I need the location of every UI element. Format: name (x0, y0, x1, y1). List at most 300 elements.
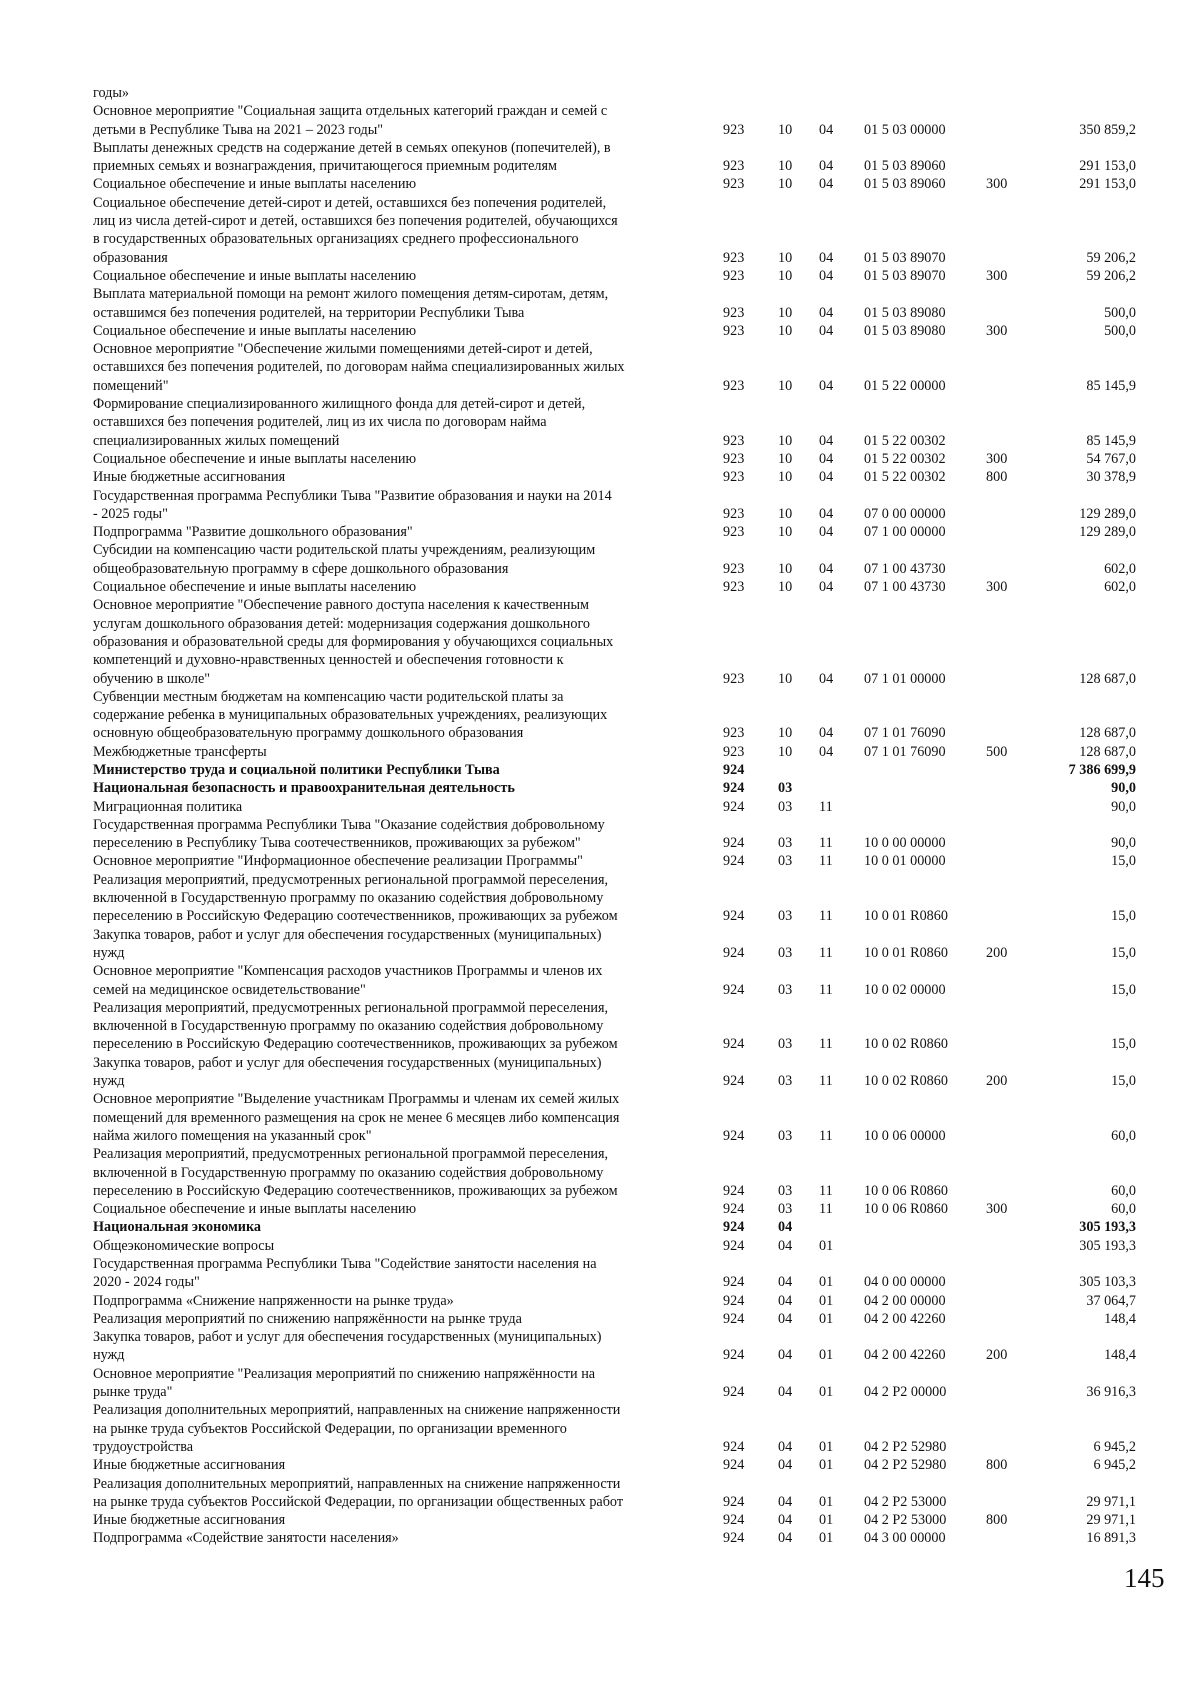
grbs-code-cell (723, 596, 778, 687)
row-name-line: Подпрограмма "Развитие дошкольного образования" (93, 524, 413, 541)
row-name (93, 743, 723, 761)
target-article-code-cell (864, 450, 986, 468)
row-name (93, 816, 723, 853)
target-article-code-cell (864, 1200, 986, 1218)
subsection-code: 04 (819, 579, 834, 596)
target-article-code-cell (864, 340, 986, 395)
grbs-code: 924 (723, 908, 745, 925)
target-article-code: 04 2 00 00000 (864, 1292, 946, 1309)
section-code: 10 (778, 322, 793, 339)
grbs-code-cell (723, 761, 778, 779)
grbs-code: 923 (723, 158, 745, 175)
row-name-line: Выплаты денежных средств на содержание детей в семьях опекунов (попечителей), в (93, 139, 611, 156)
row-name (93, 450, 723, 468)
row-name-line: Социальное обеспечение и иные выплаты населению (93, 450, 417, 467)
section-code: 04 (778, 1292, 793, 1309)
row-name (93, 285, 723, 322)
target-article-code: 10 0 01 00000 (864, 853, 946, 870)
grbs-code-cell (723, 688, 778, 743)
section-code-cell (778, 1054, 819, 1091)
amount: 29 971,1 (1086, 1512, 1136, 1529)
row-name (93, 798, 723, 816)
expense-type-code-cell (986, 761, 1036, 779)
target-article-code-cell (864, 523, 986, 541)
grbs-code: 923 (723, 579, 745, 596)
section-code: 03 (778, 981, 793, 998)
row-name-line: Субсидии на компенсацию части родительской платы учреждениям, реализующим (93, 542, 596, 559)
row-name-line: Социальное обеспечение и иные выплаты населению (93, 1201, 417, 1218)
section-code: 10 (778, 450, 793, 467)
amount: 129 289,0 (1079, 505, 1136, 522)
subsection-code-cell (819, 395, 864, 450)
subsection-code-cell (819, 1401, 864, 1456)
table-row (93, 84, 1143, 102)
row-name-line: оставшихся без попечения родителей, лиц из их числа по договорам найма (93, 414, 547, 431)
row-name-line: оставшихся без попечения родителей, по договорам найма специализированных жилых (93, 359, 625, 376)
row-name-line: - 2025 годы" (93, 505, 168, 522)
table-row (93, 194, 1143, 267)
expense-type-code-cell (986, 267, 1036, 285)
subsection-code: 04 (819, 304, 834, 321)
table-row (93, 1511, 1143, 1529)
amount-cell (1036, 779, 1136, 797)
subsection-code: 11 (819, 1182, 833, 1199)
row-name-line: Национальная экономика (93, 1219, 262, 1236)
row-name (93, 1292, 723, 1310)
row-name-line: Национальная безопасность и правоохранительная деятельность (93, 780, 515, 797)
subsection-code-cell (819, 1292, 864, 1310)
grbs-code: 923 (723, 121, 745, 138)
row-name (93, 1200, 723, 1218)
expense-type-code-cell (986, 322, 1036, 340)
row-name (93, 1054, 723, 1091)
grbs-code-cell (723, 267, 778, 285)
section-code-cell (778, 487, 819, 524)
row-name (93, 1145, 723, 1200)
subsection-code-cell (819, 340, 864, 395)
grbs-code-cell (723, 962, 778, 999)
row-name-line: включенной в Государственную программу по оказанию содействия добровольному (93, 1018, 604, 1035)
expense-type-code-cell (986, 596, 1036, 687)
grbs-code: 924 (723, 798, 745, 815)
table-row (93, 541, 1143, 578)
amount-cell (1036, 999, 1136, 1054)
amount: 90,0 (1111, 798, 1136, 815)
section-code-cell (778, 779, 819, 797)
table-row (93, 322, 1143, 340)
row-name-line: услугам дошкольного образования детей: модернизация содержания дошкольного (93, 615, 591, 632)
expense-type-code-cell (986, 1218, 1036, 1236)
row-name (93, 962, 723, 999)
amount: 15,0 (1111, 1073, 1136, 1090)
target-article-code: 04 3 00 00000 (864, 1530, 946, 1547)
subsection-code-cell (819, 1145, 864, 1200)
expense-type-code: 300 (986, 267, 1008, 284)
target-article-code: 07 1 01 76090 (864, 725, 946, 742)
row-name-line: трудоустройства (93, 1438, 194, 1455)
row-name (93, 779, 723, 797)
target-article-code-cell (864, 596, 986, 687)
section-code: 10 (778, 304, 793, 321)
amount-cell (1036, 468, 1136, 486)
row-name-line: Основное мероприятие "Компенсация расходов участников Программы и членов их (93, 963, 603, 980)
row-name-line: 2020 - 2024 годы" (93, 1274, 200, 1291)
grbs-code: 924 (723, 981, 745, 998)
expense-type-code-cell (986, 926, 1036, 963)
amount-cell (1036, 340, 1136, 395)
expense-type-code: 300 (986, 579, 1008, 596)
section-code: 04 (778, 1384, 793, 1401)
table-row (93, 468, 1143, 486)
amount-cell (1036, 1401, 1136, 1456)
row-name-line: образования и образовательной среды для формирования у обучающихся социальных (93, 633, 614, 650)
target-article-code-cell (864, 1310, 986, 1328)
target-article-code: 10 0 02 R0860 (864, 1036, 948, 1053)
expense-type-code: 200 (986, 944, 1008, 961)
target-article-code: 10 0 06 R0860 (864, 1201, 948, 1218)
target-article-code-cell (864, 578, 986, 596)
target-article-code: 01 5 03 89070 (864, 267, 946, 284)
subsection-code: 11 (819, 1201, 833, 1218)
row-name (93, 395, 723, 450)
subsection-code-cell (819, 596, 864, 687)
grbs-code: 924 (723, 1201, 745, 1218)
row-name (93, 926, 723, 963)
target-article-code-cell (864, 1145, 986, 1200)
expense-type-code: 500 (986, 743, 1008, 760)
grbs-code-cell (723, 743, 778, 761)
subsection-code-cell (819, 194, 864, 267)
grbs-code: 923 (723, 304, 745, 321)
subsection-code: 01 (819, 1530, 834, 1547)
expense-type-code-cell (986, 285, 1036, 322)
grbs-code-cell (723, 1255, 778, 1292)
subsection-code-cell (819, 175, 864, 193)
amount-cell (1036, 926, 1136, 963)
grbs-code: 924 (723, 1073, 745, 1090)
subsection-code: 11 (819, 853, 833, 870)
expense-type-code-cell (986, 395, 1036, 450)
amount-cell (1036, 962, 1136, 999)
expense-type-code-cell (986, 1328, 1036, 1365)
row-name-line: Основное мероприятие "Обеспечение жилыми помещениями детей-сирот и детей, (93, 341, 593, 358)
subsection-code-cell (819, 688, 864, 743)
amount-cell (1036, 761, 1136, 779)
target-article-code-cell (864, 743, 986, 761)
row-name-line: детьми в Республике Тыва на 2021 – 2023 годы" (93, 121, 384, 138)
section-code-cell (778, 450, 819, 468)
section-code-cell (778, 1401, 819, 1456)
expense-type-code-cell (986, 578, 1036, 596)
subsection-code-cell (819, 1200, 864, 1218)
amount: 148,4 (1104, 1347, 1136, 1364)
subsection-code-cell (819, 761, 864, 779)
amount: 16 891,3 (1086, 1530, 1136, 1547)
row-name-line: Основное мероприятие "Обеспечение равного доступа населения к качественным (93, 597, 589, 614)
grbs-code: 923 (723, 450, 745, 467)
section-code: 03 (778, 1201, 793, 1218)
expense-type-code-cell (986, 852, 1036, 870)
section-code-cell (778, 523, 819, 541)
row-name-line: рынке труда" (93, 1384, 173, 1401)
section-code: 10 (778, 249, 793, 266)
row-name-line: помещений для временного размещения на срок не менее 6 месяцев либо компенсация (93, 1109, 620, 1126)
subsection-code-cell (819, 1090, 864, 1145)
row-name-line: компетенций и духовно-нравственных ценностей и обеспечения готовности к (93, 652, 564, 669)
table-row (93, 688, 1143, 743)
subsection-code-cell (819, 852, 864, 870)
table-row (93, 596, 1143, 687)
row-name (93, 1328, 723, 1365)
expense-type-code-cell (986, 1310, 1036, 1328)
row-name-line: нужд (93, 1347, 125, 1364)
row-name-line: лиц из числа детей-сирот и детей, оставшихся без попечения родителей, обучающихся (93, 213, 618, 230)
section-code-cell (778, 798, 819, 816)
grbs-code: 924 (723, 1347, 745, 1364)
amount-cell (1036, 1456, 1136, 1474)
row-name (93, 194, 723, 267)
row-name-line: содержание ребенка в муниципальных образовательных учреждениях, реализующих (93, 707, 608, 724)
section-code-cell (778, 1218, 819, 1236)
subsection-code: 01 (819, 1512, 834, 1529)
amount: 129 289,0 (1079, 524, 1136, 541)
section-code: 10 (778, 560, 793, 577)
row-name-line: обучению в школе" (93, 670, 211, 687)
row-name (93, 871, 723, 926)
row-name (93, 1401, 723, 1456)
subsection-code: 04 (819, 322, 834, 339)
expense-type-code-cell (986, 1200, 1036, 1218)
table-row (93, 102, 1143, 139)
grbs-code-cell (723, 468, 778, 486)
table-row (93, 139, 1143, 176)
target-article-code: 07 1 01 00000 (864, 670, 946, 687)
grbs-code-cell (723, 139, 778, 176)
grbs-code-cell (723, 1365, 778, 1402)
table-row (93, 267, 1143, 285)
section-code-cell (778, 1456, 819, 1474)
section-code: 03 (778, 780, 793, 797)
target-article-code: 10 0 06 R0860 (864, 1182, 948, 1199)
row-name-line: на рынке труда субъектов Российской Федерации, по организации общественных работ (93, 1493, 624, 1510)
table-row (93, 871, 1143, 926)
grbs-code: 924 (723, 1384, 745, 1401)
grbs-code: 923 (723, 249, 745, 266)
subsection-code: 01 (819, 1274, 834, 1291)
target-article-code: 04 2 P2 00000 (864, 1384, 947, 1401)
amount: 60,0 (1111, 1127, 1136, 1144)
subsection-code: 01 (819, 1457, 834, 1474)
row-name (93, 1218, 723, 1236)
expense-type-code-cell (986, 871, 1036, 926)
expense-type-code-cell (986, 1090, 1036, 1145)
subsection-code: 04 (819, 450, 834, 467)
target-article-code: 10 0 01 R0860 (864, 908, 948, 925)
row-name-line: Закупка товаров, работ и услуг для обеспечения государственных (муниципальных) (93, 1054, 602, 1071)
section-code-cell (778, 852, 819, 870)
row-name-line: Реализация мероприятий, предусмотренных региональной программой переселения, (93, 1146, 609, 1163)
row-name (93, 468, 723, 486)
grbs-code-cell (723, 798, 778, 816)
subsection-code: 11 (819, 798, 833, 815)
section-code-cell (778, 962, 819, 999)
target-article-code-cell (864, 267, 986, 285)
table-row (93, 761, 1143, 779)
subsection-code: 04 (819, 121, 834, 138)
grbs-code: 923 (723, 725, 745, 742)
target-article-code: 01 5 03 89070 (864, 249, 946, 266)
table-row (93, 999, 1143, 1054)
subsection-code: 11 (819, 981, 833, 998)
section-code: 03 (778, 853, 793, 870)
row-name (93, 1456, 723, 1474)
expense-type-code-cell (986, 1511, 1036, 1529)
amount-cell (1036, 487, 1136, 524)
section-code: 03 (778, 944, 793, 961)
expense-type-code-cell (986, 468, 1036, 486)
section-code: 10 (778, 579, 793, 596)
section-code-cell (778, 926, 819, 963)
grbs-code: 924 (723, 1237, 745, 1254)
row-name-line: Формирование специализированного жилищного фонда для детей-сирот и детей, (93, 396, 586, 413)
amount: 29 971,1 (1086, 1493, 1136, 1510)
row-name-line: Социальное обеспечение детей-сирот и детей, оставшихся без попечения родителей, (93, 194, 607, 211)
amount-cell (1036, 523, 1136, 541)
row-name-line: Иные бюджетные ассигнования (93, 469, 286, 486)
grbs-code-cell (723, 578, 778, 596)
grbs-code-cell (723, 175, 778, 193)
table-row (93, 962, 1143, 999)
subsection-code-cell (819, 1475, 864, 1512)
target-article-code-cell (864, 102, 986, 139)
row-name (93, 322, 723, 340)
amount: 602,0 (1104, 579, 1136, 596)
expense-type-code: 200 (986, 1347, 1008, 1364)
subsection-code: 11 (819, 835, 833, 852)
section-code-cell (778, 541, 819, 578)
amount: 90,0 (1111, 780, 1136, 797)
grbs-code-cell (723, 779, 778, 797)
amount: 54 767,0 (1086, 450, 1136, 467)
target-article-code: 10 0 06 00000 (864, 1127, 946, 1144)
row-name (93, 688, 723, 743)
amount: 37 064,7 (1086, 1292, 1136, 1309)
amount-cell (1036, 84, 1136, 102)
section-code: 03 (778, 1036, 793, 1053)
row-name-line: образования (93, 249, 168, 266)
subsection-code-cell (819, 962, 864, 999)
subsection-code-cell (819, 1511, 864, 1529)
section-code: 10 (778, 176, 793, 193)
row-name-line: Иные бюджетные ассигнования (93, 1512, 286, 1529)
target-article-code: 04 2 P2 53000 (864, 1512, 947, 1529)
subsection-code: 04 (819, 560, 834, 577)
section-code-cell (778, 1511, 819, 1529)
section-code: 10 (778, 469, 793, 486)
section-code: 04 (778, 1347, 793, 1364)
row-name-line: Государственная программа Республики Тыва "Оказание содействия добровольному (93, 816, 605, 833)
subsection-code-cell (819, 999, 864, 1054)
section-code: 03 (778, 835, 793, 852)
target-article-code-cell (864, 926, 986, 963)
section-code: 04 (778, 1274, 793, 1291)
grbs-code-cell (723, 1310, 778, 1328)
amount: 59 206,2 (1086, 267, 1136, 284)
subsection-code-cell (819, 523, 864, 541)
subsection-code-cell (819, 468, 864, 486)
row-name-line: Субвенции местным бюджетам на компенсацию части родительской платы за (93, 688, 564, 705)
section-code: 03 (778, 1073, 793, 1090)
row-name-line: основную общеобразовательную программу дошкольного образования (93, 725, 524, 742)
target-article-code-cell (864, 999, 986, 1054)
subsection-code-cell (819, 285, 864, 322)
table-row (93, 1475, 1143, 1512)
table-row (93, 798, 1143, 816)
section-code-cell (778, 999, 819, 1054)
subsection-code-cell (819, 1328, 864, 1365)
target-article-code-cell (864, 1328, 986, 1365)
table-row (93, 1237, 1143, 1255)
row-name-line: общеобразовательную программу в сфере дошкольного образования (93, 560, 509, 577)
section-code: 10 (778, 121, 793, 138)
amount: 85 145,9 (1086, 377, 1136, 394)
amount-cell (1036, 1090, 1136, 1145)
grbs-code-cell (723, 852, 778, 870)
grbs-code-cell (723, 1511, 778, 1529)
subsection-code-cell (819, 450, 864, 468)
expense-type-code-cell (986, 1401, 1036, 1456)
subsection-code-cell (819, 871, 864, 926)
amount: 500,0 (1104, 304, 1136, 321)
row-name-line: Государственная программа Республики Тыва "Развитие образования и науки на 2014 (93, 487, 612, 504)
target-article-code: 04 2 P2 52980 (864, 1438, 947, 1455)
row-name (93, 523, 723, 541)
target-article-code-cell (864, 1255, 986, 1292)
table-row (93, 1292, 1143, 1310)
table-row (93, 1090, 1143, 1145)
expense-type-code-cell (986, 1054, 1036, 1091)
amount-cell (1036, 450, 1136, 468)
grbs-code-cell (723, 1475, 778, 1512)
grbs-code: 923 (723, 560, 745, 577)
section-code-cell (778, 578, 819, 596)
amount-cell (1036, 1218, 1136, 1236)
subsection-code: 04 (819, 267, 834, 284)
table-row (93, 1255, 1143, 1292)
target-article-code-cell (864, 139, 986, 176)
row-name (93, 596, 723, 687)
section-code-cell (778, 194, 819, 267)
table-row (93, 578, 1143, 596)
amount: 291 153,0 (1079, 176, 1136, 193)
target-article-code-cell (864, 1292, 986, 1310)
amount-cell (1036, 1310, 1136, 1328)
subsection-code-cell (819, 322, 864, 340)
table-row (93, 779, 1143, 797)
row-name-line: Общеэкономические вопросы (93, 1237, 275, 1254)
grbs-code-cell (723, 450, 778, 468)
subsection-code-cell (819, 102, 864, 139)
target-article-code-cell (864, 1218, 986, 1236)
table-row (93, 926, 1143, 963)
amount-cell (1036, 1200, 1136, 1218)
grbs-code-cell (723, 816, 778, 853)
row-name-line: переселению в Российскую Федерацию соотечественников, проживающих за рубежом (93, 1182, 618, 1199)
amount-cell (1036, 267, 1136, 285)
grbs-code: 923 (723, 505, 745, 522)
row-name-line: Межбюджетные трансферты (93, 743, 267, 760)
section-code: 10 (778, 158, 793, 175)
